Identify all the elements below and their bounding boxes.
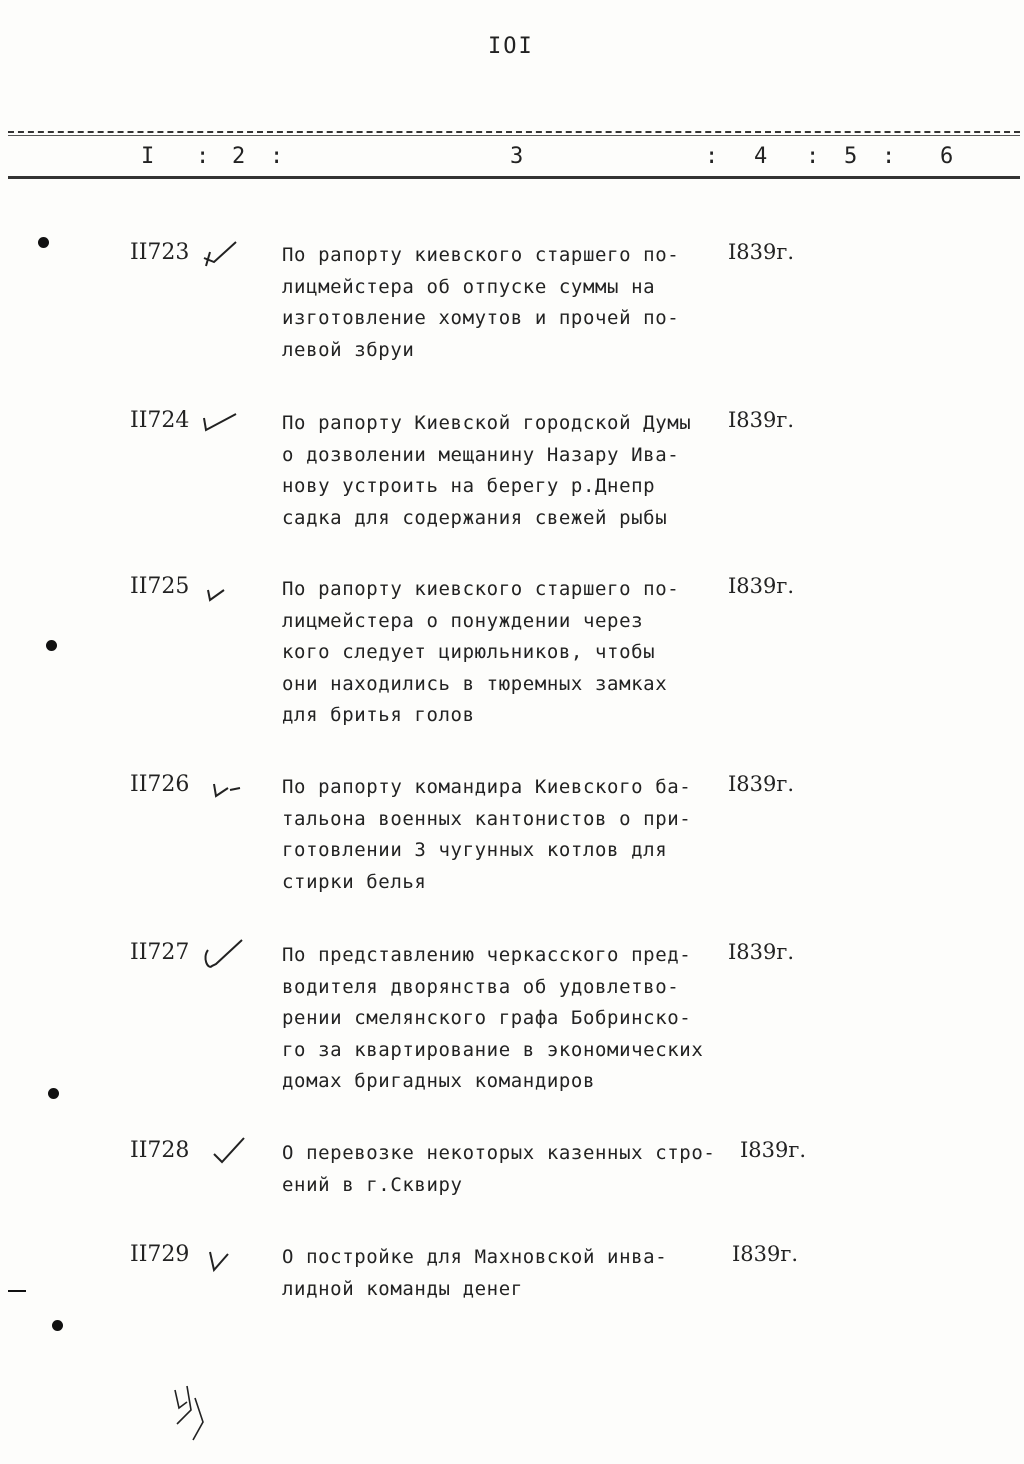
entry-year: I839г. — [728, 574, 795, 598]
page-number: IOI — [488, 34, 534, 59]
entry-line: По рапорту киевского старшего по- — [282, 578, 680, 600]
entry-number: II727 — [130, 940, 190, 965]
entry-line: о дозволении мещанину Назару Ива- — [282, 443, 680, 466]
entry-description — [282, 772, 722, 898]
entry-number: II725 — [130, 574, 190, 599]
entry-line: По рапорту командира Киевского ба- — [282, 776, 692, 798]
signature-mark — [165, 1380, 225, 1450]
column-header-2: 2 — [232, 144, 246, 169]
checkmark-icon — [200, 570, 250, 606]
checkmark-icon — [200, 404, 250, 440]
binder-hole — [48, 1088, 59, 1099]
entry-description — [282, 408, 722, 534]
column-header-3: 3 — [510, 144, 524, 169]
checkmark-icon — [200, 1238, 250, 1274]
checkmark-icon — [200, 1134, 250, 1170]
entry-line: левой збруи — [282, 338, 415, 361]
checkmark-icon — [200, 768, 250, 804]
entry-line: О перевозке некоторых казенных стро- — [282, 1142, 716, 1164]
entry-year: I839г. — [728, 940, 795, 964]
entry-line: лицмейстера о понуждении через — [282, 609, 644, 632]
entry-line: По рапорту Киевской городской Думы — [282, 412, 692, 434]
entry-line: кого следует цирюльников, чтобы — [282, 641, 656, 663]
entry-line: они находились в тюремных замках — [282, 672, 668, 695]
entry-description — [282, 940, 722, 1098]
column-separator: : — [196, 144, 210, 169]
entry-year: I839г. — [728, 408, 795, 432]
column-header-1: I — [141, 144, 155, 169]
binder-hole — [38, 237, 49, 248]
entry-line: лидной команды денег — [282, 1277, 523, 1300]
entry-line: водителя дворянства об удовлетво- — [282, 975, 680, 998]
entry-year: I839г. — [740, 1138, 807, 1162]
entry-line: изготовление хомутов и прочей по- — [282, 307, 680, 329]
entry-line: О постройке для Махновской инва- — [282, 1246, 668, 1268]
column-header-5: 5 — [844, 144, 858, 169]
entry-line: нову устроить на берегу р.Днепр — [282, 475, 656, 497]
entry-year: I839г. — [732, 1242, 799, 1266]
margin-dash — [8, 1290, 26, 1292]
column-separator: : — [882, 144, 896, 169]
entry-line: готовлении 3 чугунных котлов для — [282, 839, 668, 861]
entry-line: По представлению черкасского пред- — [282, 944, 692, 966]
entry-line: для бритья голов — [282, 704, 475, 726]
column-header-6: 6 — [940, 144, 954, 169]
entry-description — [282, 574, 722, 732]
entry-number: II728 — [130, 1138, 190, 1163]
entry-number: II726 — [130, 772, 190, 797]
entry-line: По рапорту киевского старшего по- — [282, 244, 680, 266]
entry-year: I839г. — [728, 240, 795, 264]
column-separator: : — [270, 144, 284, 169]
column-separator: : — [806, 144, 820, 169]
entry-number: II723 — [130, 240, 190, 265]
column-separator: : — [705, 144, 719, 169]
entry-line: рении смелянского графа Бобринско- — [282, 1007, 692, 1029]
header-rule-top-thin — [8, 135, 1020, 136]
entry-description — [282, 240, 722, 366]
entry-line: стирки белья — [282, 870, 427, 893]
checkmark-icon — [200, 236, 250, 272]
entry-line: садка для содержания свежей рыбы — [282, 506, 668, 529]
entry-line: лицмейстера об отпуске суммы на — [282, 275, 656, 298]
entry-number: II724 — [130, 408, 190, 433]
entry-description — [282, 1242, 722, 1305]
binder-hole — [52, 1320, 63, 1331]
header-rule-bottom — [8, 176, 1020, 179]
entry-line: домах бригадных командиров — [282, 1070, 596, 1092]
column-header-4: 4 — [754, 144, 768, 169]
entry-year: I839г. — [728, 772, 795, 796]
header-rule-top — [8, 131, 1020, 133]
entry-line: ений в г.Сквиру — [282, 1173, 463, 1196]
checkmark-icon — [200, 936, 250, 972]
entry-description — [282, 1138, 722, 1201]
entry-line: го за квартирование в экономических — [282, 1038, 704, 1061]
binder-hole — [46, 640, 57, 651]
entry-line: тальона военных кантонистов о при- — [282, 807, 692, 830]
entry-number: II729 — [130, 1242, 190, 1267]
